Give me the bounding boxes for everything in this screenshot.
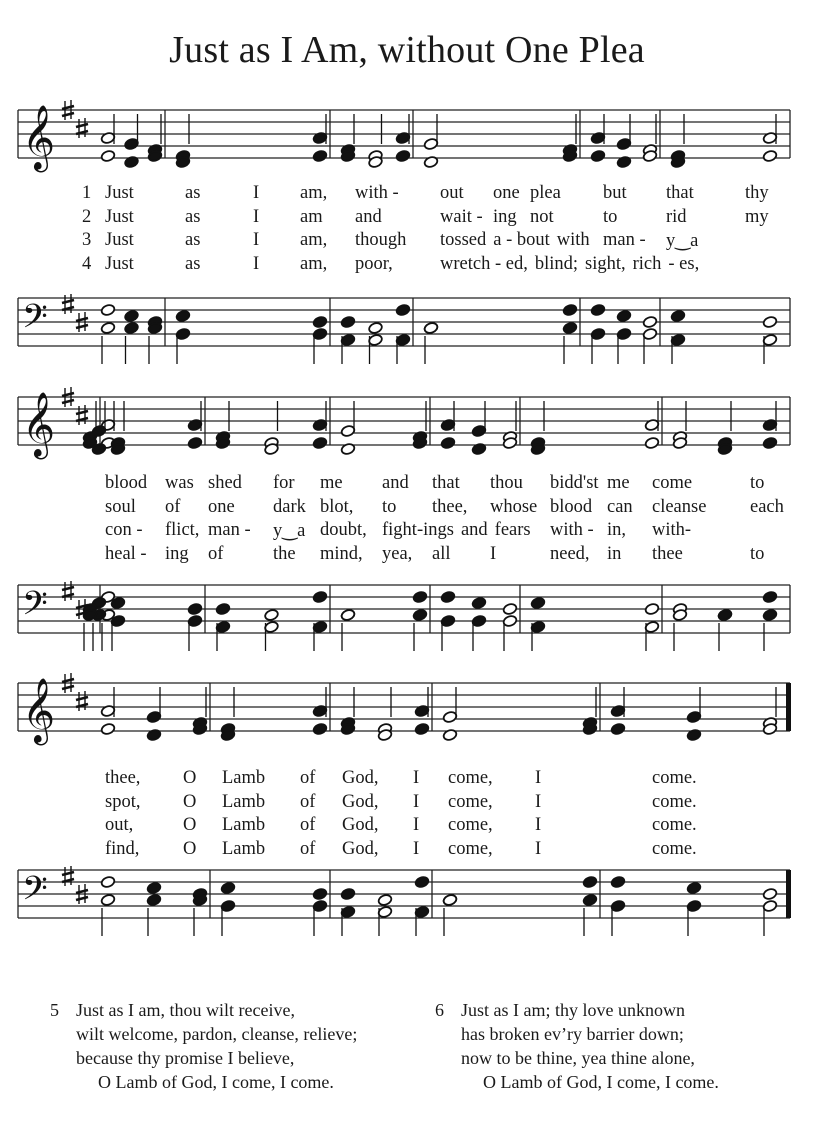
lyric-syllable: my (745, 206, 769, 227)
stanza-line: Just as I am, thou wilt receive, (76, 1000, 295, 1020)
lyric-syllable: thee, (432, 496, 468, 517)
lyric-syllable: blood (105, 473, 148, 493)
lyric-syllable: was (165, 473, 194, 493)
lyric-syllable: blot, (320, 496, 354, 517)
notehead (670, 309, 685, 322)
notehead (312, 590, 327, 603)
notehead (100, 321, 115, 334)
lyric-syllable: in (607, 543, 622, 564)
notehead (562, 303, 577, 316)
notehead (187, 602, 202, 615)
lyric-syllable: me (607, 473, 630, 493)
bass-clef-icon: 𝄢 (22, 870, 48, 916)
lyric-syllable: God, (342, 768, 379, 788)
notehead (124, 321, 139, 334)
lyric-syllable: as (185, 253, 201, 274)
lyric-syllable: each (750, 496, 784, 517)
stanza-line: O Lamb of God, I come, I come. (483, 1072, 719, 1092)
notehead (412, 590, 427, 603)
lyric-syllable: poor, (355, 253, 393, 274)
lyric-syllable: - es, (668, 253, 700, 274)
lyric-syllable: come, (448, 838, 493, 859)
notehead (590, 149, 605, 162)
verse-number: 4 (82, 253, 92, 274)
notehead (423, 321, 438, 334)
lyric-syllable: God, (342, 815, 379, 835)
stanza-5 (50, 998, 358, 1094)
bass-clef-icon: 𝄢 (22, 585, 48, 631)
notehead (264, 608, 279, 621)
lyric-syllable: bidd'st (550, 473, 599, 493)
lyric-syllable: O (183, 838, 197, 859)
notehead (146, 881, 161, 894)
notehead (762, 149, 777, 162)
lyric-syllable: and (460, 520, 488, 540)
lyric-syllable: thou (490, 473, 523, 493)
notehead (582, 875, 597, 888)
lyric-syllable: as (185, 183, 201, 203)
stanza-line: wilt welcome, pardon, cleanse, relieve; (76, 1024, 358, 1044)
lyric-syllable: I (490, 543, 497, 564)
sharp-icon (76, 405, 88, 425)
lyric-syllable: to (750, 473, 765, 493)
lyric-syllable: one (208, 496, 235, 517)
lyric-syllable: for (273, 473, 295, 493)
final-barline (786, 870, 791, 918)
stanza-line: Just as I am; thy love unknown (461, 1000, 685, 1020)
lyric-syllable: thee, (105, 768, 141, 788)
notehead (440, 590, 455, 603)
lyric-syllable: Just (105, 206, 134, 227)
notehead (100, 303, 115, 316)
lyric-syllable: the (273, 543, 296, 564)
lyric-syllable: cleanse (652, 496, 707, 517)
lyric-syllable: find, (105, 838, 140, 859)
lyric-syllable: thee (652, 543, 683, 564)
notehead (442, 893, 457, 906)
notehead (644, 436, 659, 449)
sharp-icon (62, 866, 74, 886)
lyric-syllable: sight, (585, 253, 626, 274)
lyric-syllable: I (413, 815, 420, 835)
lyric-syllable: am, (300, 253, 328, 274)
notehead (340, 608, 355, 621)
lyric-syllable: rid (666, 206, 687, 227)
lyric-syllable: come. (652, 838, 697, 859)
notehead (100, 875, 115, 888)
notehead (762, 315, 777, 328)
lyric-syllable: yea, (382, 543, 413, 564)
lyric-syllable: fight-ings (382, 520, 454, 540)
lyric-syllable: out, (105, 815, 134, 835)
lyric-syllable: y‿a (273, 521, 306, 541)
lyric-syllable: spot, (105, 791, 141, 812)
notehead (340, 315, 355, 328)
lyric-syllable: y‿a (666, 231, 699, 251)
lyric-syllable: wait - (440, 206, 483, 227)
lyric-syllable: ing (165, 543, 189, 564)
lyric-syllable: I (413, 768, 420, 788)
stanza-line: has broken ev’ry barrier down; (461, 1024, 684, 1044)
notehead (312, 149, 327, 162)
lyric-syllable: of (165, 496, 181, 517)
lyric-syllable: come (652, 473, 693, 493)
lyric-syllable: come. (652, 768, 697, 788)
notehead (616, 309, 631, 322)
stanza-line: because thy promise I believe, (76, 1048, 295, 1068)
lyric-syllable: I (253, 183, 260, 203)
lyric-syllable: flict, (165, 520, 200, 540)
lyric-syllable: in, (607, 520, 627, 540)
lyric-syllable: Just (105, 183, 134, 203)
notehead (762, 608, 777, 621)
lyric-syllable: one (493, 183, 520, 203)
lyric-syllable: of (300, 838, 316, 859)
lyric-syllable: and (355, 206, 382, 227)
sharp-icon (76, 118, 88, 138)
treble-clef-icon: 𝄞 (22, 678, 56, 743)
lyric-syllable: of (300, 815, 316, 835)
lyric-syllable: I (535, 768, 542, 788)
notehead (377, 893, 392, 906)
notehead (530, 596, 545, 609)
lyric-syllable: of (300, 791, 316, 812)
notehead (440, 436, 455, 449)
lyric-syllable: but (603, 183, 627, 203)
notehead (642, 315, 657, 328)
lyric-syllable: to (603, 206, 618, 227)
lyric-syllable: heal - (105, 543, 147, 564)
lyric-syllable: with - (355, 183, 399, 203)
lyric-syllable: a - bout (493, 230, 550, 250)
stanza-line: now to be thine, yea thine alone, (461, 1048, 695, 1068)
lyric-syllable: I (535, 815, 542, 835)
sharp-icon (62, 294, 74, 314)
notehead (502, 602, 517, 615)
lyric-syllable: am (300, 206, 323, 227)
notehead (562, 321, 577, 334)
lyric-syllable: with- (652, 520, 692, 540)
lyric-syllable: Just (105, 253, 134, 274)
lyric-syllable: mind, (320, 543, 363, 564)
lyric-syllable: I (413, 791, 420, 812)
lyric-syllable: man - (603, 230, 646, 250)
verse-number: 1 (82, 183, 92, 203)
lyric-syllable: Lamb (222, 838, 266, 859)
notehead (610, 722, 625, 735)
lyric-syllable: I (535, 791, 542, 812)
notehead (340, 887, 355, 900)
lyric-syllable: can (607, 496, 633, 517)
notehead (762, 887, 777, 900)
lyric-syllable: to (382, 496, 397, 517)
lyric-syllable: come, (448, 791, 493, 812)
lyric-syllable: whose (490, 496, 538, 517)
lyric-syllable: to (750, 543, 765, 564)
treble-clef-icon: 𝄞 (22, 105, 56, 170)
lyric-syllable: Lamb (222, 815, 266, 835)
lyric-syllable: that (432, 473, 460, 493)
lyric-syllable: tossed (440, 230, 487, 250)
verse-number: 2 (82, 206, 92, 227)
lyric-syllable: with (556, 230, 590, 250)
lyric-syllable: though (355, 230, 407, 250)
lyric-syllable: as (185, 206, 201, 227)
lyric-syllable: God, (342, 791, 379, 812)
notehead (395, 303, 410, 316)
lyric-syllable: Lamb (222, 791, 266, 812)
lyric-syllable: come, (448, 768, 493, 788)
notehead (215, 602, 230, 615)
sharp-icon (62, 581, 74, 601)
lyric-syllable: wretch - ed, (440, 253, 528, 274)
notehead (610, 875, 625, 888)
notehead (146, 893, 161, 906)
notehead (100, 149, 115, 162)
lyric-syllable: thy (745, 183, 769, 203)
lyric-syllable: I (253, 206, 260, 227)
notehead (100, 722, 115, 735)
lyric-syllable: need, (550, 543, 590, 564)
bass-clef-icon: 𝄢 (22, 298, 48, 344)
lyric-syllable: of (300, 768, 316, 788)
notehead (124, 309, 139, 322)
stanza-number: 6 (435, 1000, 444, 1020)
lyric-syllable: soul (105, 496, 136, 517)
notehead (175, 309, 190, 322)
lyric-syllable: God, (342, 838, 379, 859)
notehead (312, 436, 327, 449)
lyric-syllable: Just (105, 230, 134, 250)
lyric-syllable: doubt, (320, 520, 367, 540)
notehead (100, 893, 115, 906)
notehead (312, 315, 327, 328)
lyric-syllable: with - (550, 520, 594, 540)
lyric-syllable: am, (300, 230, 328, 250)
lyric-syllable: con - (105, 520, 143, 540)
lyric-syllable: O (183, 815, 197, 835)
final-barline (786, 683, 791, 731)
lyric-syllable: I (413, 838, 420, 859)
treble-clef-icon: 𝄞 (22, 392, 56, 457)
lyric-syllable: man - (208, 520, 251, 540)
notehead (762, 590, 777, 603)
lyric-syllable: me (320, 473, 343, 493)
lyric-syllable: of (208, 543, 224, 564)
lyric-syllable: that (666, 183, 694, 203)
lyric-syllable: plea (530, 183, 561, 203)
lyric-syllable: rich (632, 253, 662, 274)
sharp-icon (76, 691, 88, 711)
notehead (187, 436, 202, 449)
lyric-syllable: not (530, 206, 554, 227)
lyric-syllable: fears (494, 520, 531, 540)
stanza-line: O Lamb of God, I come, I come. (98, 1072, 334, 1092)
verse-number: 3 (82, 230, 92, 250)
lyric-syllable: come, (448, 815, 493, 835)
lyric-syllable: blind; (534, 253, 579, 274)
lyric-syllable: as (185, 230, 201, 250)
hymn-title: Just as I Am, without One Plea (169, 29, 645, 71)
lyric-syllable: I (535, 838, 542, 859)
lyric-syllable: and (382, 473, 409, 493)
notehead (590, 303, 605, 316)
lyric-syllable: Lamb (222, 768, 266, 788)
lyric-syllable: dark (273, 496, 306, 517)
notehead (471, 596, 486, 609)
lyric-syllable: come. (652, 815, 697, 835)
lyric-syllable: out (440, 183, 464, 203)
lyric-syllable: all (432, 543, 451, 564)
lyric-syllable: O (183, 791, 197, 812)
lyric-syllable: ing (493, 206, 517, 227)
notehead (762, 436, 777, 449)
stanza-6 (435, 998, 719, 1094)
notehead (368, 321, 383, 334)
notehead (395, 149, 410, 162)
stanza-number: 5 (50, 1000, 59, 1020)
notehead (312, 887, 327, 900)
lyric-syllable: come. (652, 791, 697, 812)
lyric-syllable: blood (550, 496, 593, 517)
lyric-syllable: O (183, 768, 197, 788)
notehead (717, 608, 732, 621)
notehead (414, 875, 429, 888)
lyric-syllable: I (253, 253, 260, 274)
notehead (686, 881, 701, 894)
notehead (414, 722, 429, 735)
notehead (312, 722, 327, 735)
lyric-syllable: shed (208, 473, 242, 493)
notehead (644, 602, 659, 615)
notehead (582, 893, 597, 906)
lyric-syllable: I (253, 230, 260, 250)
notehead (220, 881, 235, 894)
notehead (412, 608, 427, 621)
lyric-syllable: am, (300, 183, 328, 203)
